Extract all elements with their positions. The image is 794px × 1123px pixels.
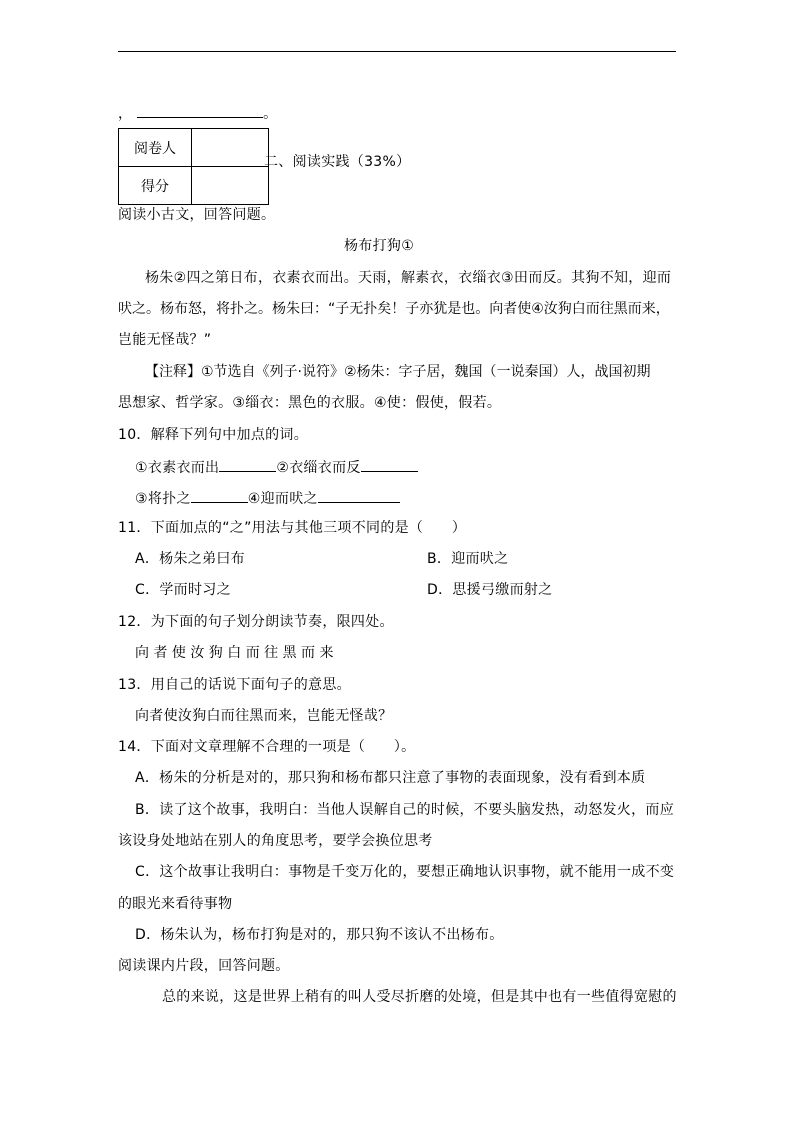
passage-line: 杨朱②四之第日布，衣素衣而出。天雨，解素衣，衣缁衣③田而反。其狗不知，迎而 <box>145 270 672 286</box>
q11-option-a[interactable]: A．杨朱之弟曰布 <box>135 551 245 567</box>
q14-option-c-cont: 的眼光来看待事物 <box>118 896 233 912</box>
instruction-2: 阅读课内片段，回答问题。 <box>118 958 290 974</box>
previous-answer-line <box>118 103 277 121</box>
q11-stem: 11．下面加点的“之”用法与其他三项不同的是（ ） <box>118 520 467 536</box>
answer-blank[interactable] <box>361 457 418 472</box>
q14-option-b-cont: 该设身处地站在别人的角度思考，要学会换位思考 <box>118 833 433 849</box>
reviewer-cell[interactable] <box>192 129 269 167</box>
q13-sentence: 向者使汝狗白而往黑而来，岂能无怪哉？ <box>135 708 393 724</box>
header-rule <box>118 51 676 52</box>
q10-item: ③将扑之 <box>135 491 191 507</box>
q11-option-d[interactable]: D．思援弓缴而射之 <box>427 582 553 598</box>
instruction-1: 阅读小古文，回答问题。 <box>118 207 276 223</box>
answer-blank[interactable] <box>219 457 276 472</box>
q12-stem: 12．为下面的句子划分朗读节奏，限四处。 <box>118 614 394 630</box>
score-label: 得分 <box>119 167 192 205</box>
q11-option-c[interactable]: C．学而时习之 <box>135 582 231 598</box>
q14-option-d[interactable]: D．杨朱认为，杨布打狗是对的，那只狗不该认不出杨布。 <box>135 927 504 943</box>
notes-line: 思想家、哲学家。③缁衣：黑色的衣服。④使：假使，假若。 <box>118 395 502 411</box>
passage-title: 杨布打狗① <box>344 238 415 254</box>
q14-option-b[interactable]: B．读了这个故事，我明白：当他人误解自己的时候，不要头脑发热，动怒发火，而应 <box>135 802 675 818</box>
answer-blank[interactable] <box>191 488 248 503</box>
notes-line: 【注释】①节选自《列子·说符》②杨朱：字子居，魏国（一说秦国）人，战国初期 <box>145 364 651 380</box>
q11-option-b[interactable]: B．迎而吠之 <box>427 551 509 567</box>
answer-blank[interactable] <box>318 488 400 503</box>
q13-stem: 13．用自己的话说下面句子的意思。 <box>118 677 351 693</box>
q14-stem: 14．下面对文章理解不合理的一项是（ ）。 <box>118 739 416 755</box>
q10-item: ④迎而吠之 <box>247 491 318 507</box>
q12-sentence: 向 者 使 汝 狗 白 而 往 黑 而 来 <box>135 645 334 661</box>
score-table <box>118 128 269 205</box>
comma: ， <box>118 106 133 122</box>
score-cell[interactable] <box>192 167 269 205</box>
passage-line: 吠之。杨布怒，将扑之。杨朱曰：“子无扑矣！子亦犹是也。向者使④汝狗白而往黑而来， <box>118 301 670 317</box>
passage-line: 岂能无怪哉？” <box>118 332 212 348</box>
q10-item: ①衣素衣而出 <box>135 460 220 476</box>
reviewer-label: 阅卷人 <box>119 129 192 167</box>
q14-option-c[interactable]: C．这个故事让我明白：事物是千变万化的，要想正确地认识事物，就不能用一成不变 <box>135 864 675 880</box>
excerpt-line: 总的来说，这是世界上稍有的叫人受尽折磨的处境，但是其中也有一些值得宽慰的 <box>162 989 677 1005</box>
q10-stem: 10．解释下列句中加点的词。 <box>118 427 309 443</box>
q14-option-a[interactable]: A．杨朱的分析是对的，那只狗和杨布都只注意了事物的表面现象，没有看到本质 <box>135 770 646 786</box>
q10-item: ②衣缁衣而反 <box>276 460 361 476</box>
period: 。 <box>263 106 278 122</box>
q10-items-row1 <box>135 457 418 475</box>
section-title: 二、阅读实践（33%） <box>264 154 411 170</box>
answer-blank[interactable] <box>137 103 263 118</box>
q10-items-row2 <box>135 488 400 506</box>
